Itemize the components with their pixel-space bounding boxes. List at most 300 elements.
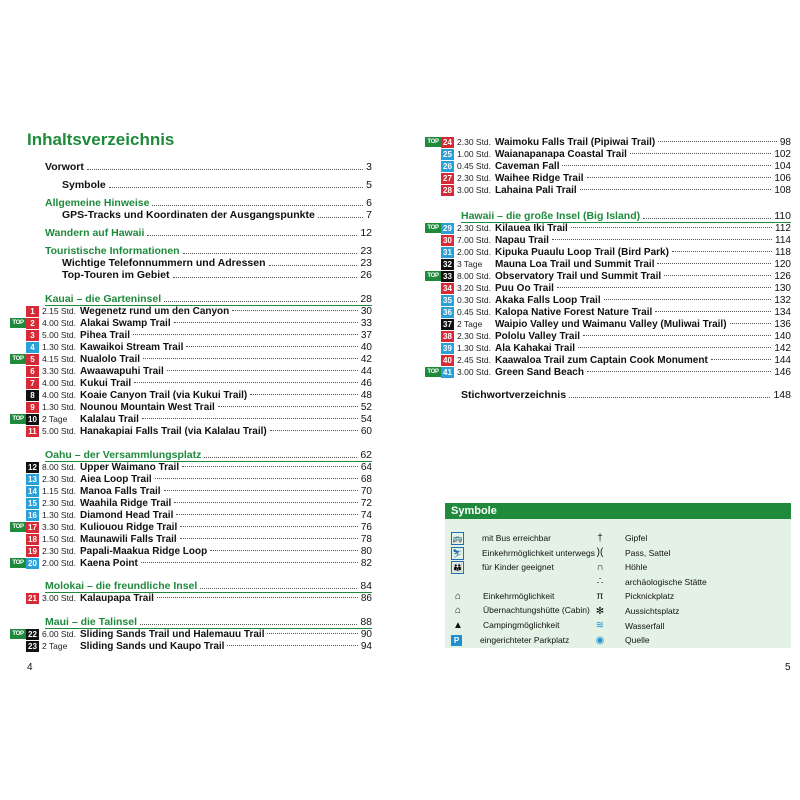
tour-duration: 3.00 Std.: [457, 185, 492, 195]
tour-row[interactable]: [425, 148, 791, 160]
tour-number-badge: 38: [441, 331, 454, 342]
dot-leader: [658, 140, 777, 142]
tour-page-number: 48: [360, 389, 372, 401]
tour-page-number: 46: [360, 377, 372, 389]
dot-leader: [587, 370, 771, 372]
top-badge-empty: [425, 319, 441, 329]
top-badge-empty: [10, 593, 26, 603]
symbol-label: Einkehrmöglichkeit: [483, 591, 555, 601]
tour-name: Kukui Trail: [80, 377, 132, 389]
top-badge-empty: [425, 355, 441, 365]
toc-page-number: 84: [360, 580, 372, 592]
dot-leader: [604, 298, 772, 300]
tour-row[interactable]: [425, 366, 791, 378]
dot-leader: [133, 333, 358, 335]
top-badge-empty: [425, 259, 441, 269]
symbols-title: Symbole: [445, 503, 791, 519]
tour-page-number: 130: [774, 282, 791, 294]
tour-page-number: 54: [360, 413, 372, 425]
tour-duration: 5.00 Std.: [42, 426, 77, 436]
tour-duration: 1.30 Std.: [42, 342, 77, 352]
tour-page-number: 112: [775, 222, 791, 234]
toc-entry[interactable]: [62, 257, 372, 269]
tour-row[interactable]: [425, 136, 791, 148]
toc-entry[interactable]: [45, 161, 372, 173]
toc-entry[interactable]: [62, 209, 372, 221]
tour-number-badge: 13: [26, 474, 39, 485]
tour-number-badge: 3: [26, 330, 39, 341]
symbol-label: für Kinder geeignet: [482, 562, 554, 572]
dot-leader: [141, 561, 358, 563]
toc-entry-title: Allgemeine Hinweise: [45, 197, 150, 209]
tour-number-badge: 41: [441, 367, 454, 378]
tour-duration: 2 Tage: [42, 414, 68, 424]
page-number-left: 4: [27, 662, 33, 673]
toc-page-number: 62: [360, 449, 372, 461]
tour-number-badge: 25: [441, 149, 454, 160]
tour-name: Lahaina Pali Trail: [495, 184, 577, 196]
toc-entry-title: Maui – die Talinsel: [45, 616, 137, 628]
tour-number-badge: 24: [441, 137, 454, 148]
dot-leader: [730, 322, 772, 324]
tour-duration: 2 Tage: [42, 641, 68, 651]
symbol-row: [593, 560, 647, 574]
tour-row[interactable]: [425, 160, 791, 172]
tour-number-badge: 21: [26, 593, 39, 604]
tour-row[interactable]: [10, 545, 372, 557]
dot-leader: [250, 393, 358, 395]
symbol-label: Übernachtungshütte (Cabin): [483, 605, 590, 615]
tour-page-number: 126: [774, 270, 791, 282]
dot-leader: [655, 310, 771, 312]
dot-leader: [711, 358, 772, 360]
symbol-label: Campingmöglichkeit: [483, 620, 560, 630]
parking-icon: P: [451, 635, 462, 646]
tour-page-number: 106: [774, 172, 791, 184]
tour-row[interactable]: [425, 282, 791, 294]
tour-name: Nualolo Trail: [80, 353, 141, 365]
toc-entry[interactable]: [45, 245, 372, 257]
tour-number-badge: 15: [26, 498, 39, 509]
tour-name: Kalopa Native Forest Nature Trail: [495, 306, 653, 318]
dot-leader: [580, 188, 772, 190]
dot-leader: [182, 465, 358, 467]
top-badge: TOP: [10, 354, 26, 364]
dot-leader: [562, 164, 771, 166]
tour-name: Kalalau Trail: [80, 413, 139, 425]
tour-number-badge: 12: [26, 462, 39, 473]
tour-page-number: 30: [360, 305, 372, 317]
tour-row[interactable]: [425, 234, 791, 246]
top-badge-empty: [425, 185, 441, 195]
tour-row[interactable]: [425, 318, 791, 330]
tour-number-badge: 40: [441, 355, 454, 366]
tour-page-number: 82: [360, 557, 372, 569]
tour-row[interactable]: [10, 521, 372, 533]
tour-name: Kuliouou Ridge Trail: [80, 521, 178, 533]
tour-name: Diamond Head Trail: [80, 509, 174, 521]
tour-name: Alakai Swamp Trail: [80, 317, 171, 329]
symbol-row: [451, 560, 554, 574]
tour-number-badge: 16: [26, 510, 39, 521]
tour-row[interactable]: [425, 294, 791, 306]
dot-leader: [157, 596, 358, 598]
dot-leader: [672, 250, 772, 252]
symbol-label: archäologische Stätte: [625, 576, 707, 587]
tour-row[interactable]: [425, 184, 791, 196]
dot-leader: [152, 204, 363, 206]
tour-page-number: 70: [360, 485, 372, 497]
top-badge-empty: [10, 641, 26, 651]
dots-icon: ∴: [596, 576, 604, 588]
dot-leader: [200, 587, 357, 589]
toc-entry-title: Vorwort: [45, 161, 84, 173]
tour-duration: 3 Tage: [457, 259, 483, 269]
tour-row[interactable]: [10, 341, 372, 353]
tour-name: Waahila Ridge Trail: [80, 497, 172, 509]
spring-icon: ◉: [595, 634, 605, 646]
tour-name: Pihea Trail: [80, 329, 131, 341]
bus-icon: 🚌: [452, 533, 463, 543]
top-badge-empty: [10, 390, 26, 400]
tour-page-number: 102: [774, 148, 791, 160]
toc-page-number: 23: [360, 245, 372, 257]
dot-leader: [571, 226, 772, 228]
tour-page-number: 42: [360, 353, 372, 365]
tour-row[interactable]: [425, 222, 791, 234]
dot-leader: [587, 176, 772, 178]
tour-duration: 0.45 Std.: [457, 307, 492, 317]
tour-name: Manoa Falls Trail: [80, 485, 161, 497]
top-badge-empty: [10, 330, 26, 340]
top-badge-empty: [425, 173, 441, 183]
tour-name: Papali-Maakua Ridge Loop: [80, 545, 208, 557]
toc-entry[interactable]: [62, 179, 372, 191]
dot-leader: [557, 286, 771, 288]
dot-leader: [657, 262, 771, 264]
tour-number-badge: 31: [441, 247, 454, 258]
toc-page-number: 6: [366, 197, 372, 209]
tour-number-badge: 14: [26, 486, 39, 497]
tour-page-number: 72: [360, 497, 372, 509]
tour-name: Green Sand Beach: [495, 366, 584, 378]
dot-leader: [109, 186, 363, 188]
page-title: Inhaltsverzeichnis: [27, 130, 175, 149]
viewpoint-icon: ✻: [595, 605, 605, 617]
tour-name: Kaawaloa Trail zum Captain Cook Monument: [495, 354, 708, 366]
symbol-label: Aussichtsplatz: [625, 606, 680, 616]
dot-leader: [183, 252, 358, 254]
tour-name: Sliding Sands Trail und Halemauu Trail: [80, 628, 265, 640]
dot-leader: [180, 525, 358, 527]
top-badge-empty: [425, 161, 441, 171]
pass-icon: )(: [596, 547, 604, 559]
toc-entry-title: Wandern auf Hawaii: [45, 227, 145, 239]
tour-page-number: 136: [774, 318, 791, 330]
tour-number-badge: 35: [441, 295, 454, 306]
tour-row[interactable]: [10, 461, 372, 473]
symbol-label: Höhle: [625, 562, 648, 573]
dot-leader: [552, 238, 772, 240]
tour-duration: 8.00 Std.: [457, 271, 492, 281]
dot-leader: [630, 152, 771, 154]
dot-leader: [583, 334, 771, 336]
top-badge-empty: [10, 486, 26, 496]
symbol-row: [451, 603, 590, 617]
tour-page-number: 78: [360, 533, 372, 545]
tour-name: Napau Trail: [495, 234, 549, 246]
tour-name: Puu Oo Trail: [495, 282, 554, 294]
tour-row[interactable]: [425, 246, 791, 258]
tour-page-number: 40: [360, 341, 372, 353]
symbol-label: eingerichteter Parkplatz: [480, 635, 570, 645]
tour-duration: 2.30 Std.: [42, 474, 77, 484]
tour-duration: 1.30 Std.: [42, 402, 77, 412]
symbol-row: [451, 633, 569, 647]
tour-number-badge: 10: [26, 414, 39, 425]
tour-number-badge: 37: [441, 319, 454, 330]
toc-entry-title: Hawaii – die große Insel (Big Island): [461, 210, 641, 222]
symbol-row: [593, 546, 670, 560]
tour-duration: 3.30 Std.: [42, 522, 77, 532]
tour-name: Waimoku Falls Trail (Pipiwai Trail): [495, 136, 656, 148]
tour-row[interactable]: [10, 533, 372, 545]
tour-name: Observatory Trail und Summit Trail: [495, 270, 662, 282]
tour-duration: 0.45 Std.: [457, 161, 492, 171]
top-badge: TOP: [10, 318, 26, 328]
symbol-label: Gipfel: [625, 533, 648, 543]
tour-row[interactable]: [10, 365, 372, 377]
tour-duration: 2.30 Std.: [42, 498, 77, 508]
symbol-row: [593, 531, 647, 545]
tour-name: Wegenetz rund um den Canyon: [80, 305, 230, 317]
tour-row[interactable]: [10, 557, 372, 569]
tour-duration: 2.30 Std.: [457, 223, 492, 233]
tour-duration: 1.50 Std.: [42, 534, 77, 544]
top-badge-empty: [425, 331, 441, 341]
tour-duration: 2.30 Std.: [457, 173, 492, 183]
toc-page-number: 28: [360, 293, 372, 305]
tour-name: Waihee Ridge Trail: [495, 172, 584, 184]
toc-entry-title: Kauai – die Garteninsel: [45, 293, 162, 305]
tour-page-number: 33: [360, 317, 372, 329]
kids-icon: 👪: [452, 562, 463, 572]
hut-icon: ⌂: [454, 604, 462, 616]
symbol-label: Picknickplatz: [625, 591, 675, 602]
tour-number-badge: 17: [26, 522, 39, 533]
top-badge-empty: [425, 295, 441, 305]
tour-page-number: 108: [774, 184, 791, 196]
tour-row[interactable]: [425, 306, 791, 318]
top-badge-empty: [425, 247, 441, 257]
toc-entry-title: Oahu – der Versammlungsplatz: [45, 449, 202, 461]
tour-duration: 4.15 Std.: [42, 354, 77, 364]
tour-row[interactable]: [10, 473, 372, 485]
food-icon: ⛷: [452, 548, 463, 558]
tent-icon: ▲: [453, 619, 463, 631]
symbol-row: [593, 619, 664, 633]
top-badge-empty: [10, 426, 26, 436]
toc-page-number: 5: [366, 179, 372, 191]
dot-leader: [227, 644, 357, 646]
top-badge-empty: [10, 474, 26, 484]
toc-page-number: 110: [774, 210, 791, 222]
tour-number-badge: 18: [26, 534, 39, 545]
dot-leader: [87, 168, 363, 170]
dot-leader: [155, 477, 358, 479]
tour-row[interactable]: [425, 258, 791, 270]
page-number-right: 5: [785, 662, 791, 673]
top-badge: TOP: [425, 271, 441, 281]
cross-icon: †: [597, 532, 603, 544]
tour-duration: 5.00 Std.: [42, 330, 77, 340]
tour-number-badge: 26: [441, 161, 454, 172]
tour-row[interactable]: [10, 640, 372, 652]
tour-page-number: 74: [360, 509, 372, 521]
tour-row[interactable]: [10, 389, 372, 401]
top-badge-empty: [425, 343, 441, 353]
tour-row[interactable]: [425, 342, 791, 354]
dot-leader: [186, 345, 357, 347]
top-badge: TOP: [425, 367, 441, 377]
tour-row[interactable]: [425, 354, 791, 366]
top-badge-empty: [10, 546, 26, 556]
tour-page-number: 76: [360, 521, 372, 533]
tour-row[interactable]: [10, 401, 372, 413]
dot-leader: [270, 429, 358, 431]
tour-page-number: 64: [360, 461, 372, 473]
tour-page-number: 140: [774, 330, 791, 342]
dot-leader: [180, 537, 358, 539]
toc-entry[interactable]: [45, 197, 372, 209]
tour-row[interactable]: [10, 317, 372, 329]
tour-page-number: 142: [774, 342, 791, 354]
dot-leader: [218, 405, 358, 407]
tour-duration: 2.45 Std.: [457, 355, 492, 365]
tour-row[interactable]: [10, 592, 372, 604]
tour-page-number: 132: [774, 294, 791, 306]
tour-name: Caveman Fall: [495, 160, 560, 172]
tour-row[interactable]: [10, 353, 372, 365]
tour-row[interactable]: [425, 270, 791, 282]
tour-row[interactable]: [10, 413, 372, 425]
tour-name: Maunawili Falls Trail: [80, 533, 177, 545]
tour-page-number: 118: [775, 246, 791, 258]
tour-page-number: 114: [775, 234, 791, 246]
tour-duration: 4.00 Std.: [42, 390, 77, 400]
tour-number-badge: 7: [26, 378, 39, 389]
toc-page-number: 88: [360, 616, 372, 628]
tour-row[interactable]: [10, 497, 372, 509]
toc-entry[interactable]: [62, 269, 372, 281]
tour-row[interactable]: [10, 425, 372, 437]
tour-duration: 1.15 Std.: [42, 486, 77, 496]
tour-number-badge: 4: [26, 342, 39, 353]
tour-name: Ala Kahakai Trail: [495, 342, 576, 354]
picnic-icon: π: [596, 590, 604, 602]
tour-duration: 6.00 Std.: [42, 629, 77, 639]
symbol-row: [451, 546, 595, 560]
waterfall-icon: ≋: [595, 620, 605, 632]
tour-page-number: 68: [360, 473, 372, 485]
tour-page-number: 146: [774, 366, 791, 378]
top-badge-empty: [10, 402, 26, 412]
symbol-row: [451, 531, 551, 545]
tour-name: Akaka Falls Loop Trail: [495, 294, 601, 306]
symbol-row: [593, 589, 674, 603]
tour-duration: 2 Tage: [457, 319, 483, 329]
symbol-row: [593, 633, 650, 647]
tour-number-badge: 33: [441, 271, 454, 282]
tour-page-number: 44: [360, 365, 372, 377]
tour-name: Upper Waimano Trail: [80, 461, 180, 473]
tour-number-badge: 36: [441, 307, 454, 318]
tour-row[interactable]: [10, 628, 372, 640]
tour-duration: 2.30 Std.: [42, 546, 77, 556]
tour-number-badge: 39: [441, 343, 454, 354]
tour-name: Waianapanapa Coastal Trail: [495, 148, 627, 160]
top-badge-empty: [425, 307, 441, 317]
tour-row[interactable]: [10, 485, 372, 497]
toc-entry-title: Top-Touren im Gebiet: [62, 269, 170, 281]
tour-name: Kawaikoi Stream Trail: [80, 341, 184, 353]
tour-row[interactable]: [10, 509, 372, 521]
tour-row[interactable]: [425, 330, 791, 342]
tour-number-badge: 8: [26, 390, 39, 401]
symbols-legend: [445, 503, 791, 648]
tour-row[interactable]: [425, 172, 791, 184]
top-badge-empty: [425, 149, 441, 159]
tour-page-number: 37: [360, 329, 372, 341]
dot-leader: [173, 276, 358, 278]
tour-number-badge: 20: [26, 558, 39, 569]
toc-page-number: 7: [366, 209, 372, 221]
tour-page-number: 94: [360, 640, 372, 652]
tour-row[interactable]: [10, 329, 372, 341]
tour-name: Kalaupapa Trail: [80, 592, 154, 604]
tour-name: Koaie Canyon Trail (via Kukui Trail): [80, 389, 248, 401]
tour-number-badge: 32: [441, 259, 454, 270]
top-badge-empty: [10, 378, 26, 388]
tour-page-number: 104: [774, 160, 791, 172]
toc-page-number: 23: [360, 257, 372, 269]
dot-leader: [267, 632, 357, 634]
top-badge: TOP: [10, 558, 26, 568]
toc-entry-title: Stichwortverzeichnis: [461, 389, 567, 401]
dot-leader: [140, 623, 357, 625]
tour-number-badge: 2: [26, 318, 39, 329]
top-badge-empty: [10, 366, 26, 376]
tour-number-badge: 30: [441, 235, 454, 246]
tour-row[interactable]: [10, 305, 372, 317]
tour-row[interactable]: [10, 377, 372, 389]
top-badge: TOP: [10, 522, 26, 532]
tour-number-badge: 23: [26, 641, 39, 652]
tour-name: Hanakapiai Falls Trail (via Kalalau Trail): [80, 425, 267, 437]
tour-duration: 2.30 Std.: [457, 137, 492, 147]
tour-number-badge: 19: [26, 546, 39, 557]
tour-name: Nounou Mountain West Trail: [80, 401, 215, 413]
toc-entry[interactable]: [461, 389, 791, 401]
toc-page-number: 148: [773, 389, 791, 401]
toc-entry[interactable]: [45, 227, 372, 239]
tour-name: Pololu Valley Trail: [495, 330, 581, 342]
dot-leader: [147, 234, 357, 236]
tour-page-number: 120: [774, 258, 791, 270]
tour-duration: 1.30 Std.: [42, 510, 77, 520]
tour-page-number: 134: [774, 306, 791, 318]
dot-leader: [569, 396, 770, 398]
